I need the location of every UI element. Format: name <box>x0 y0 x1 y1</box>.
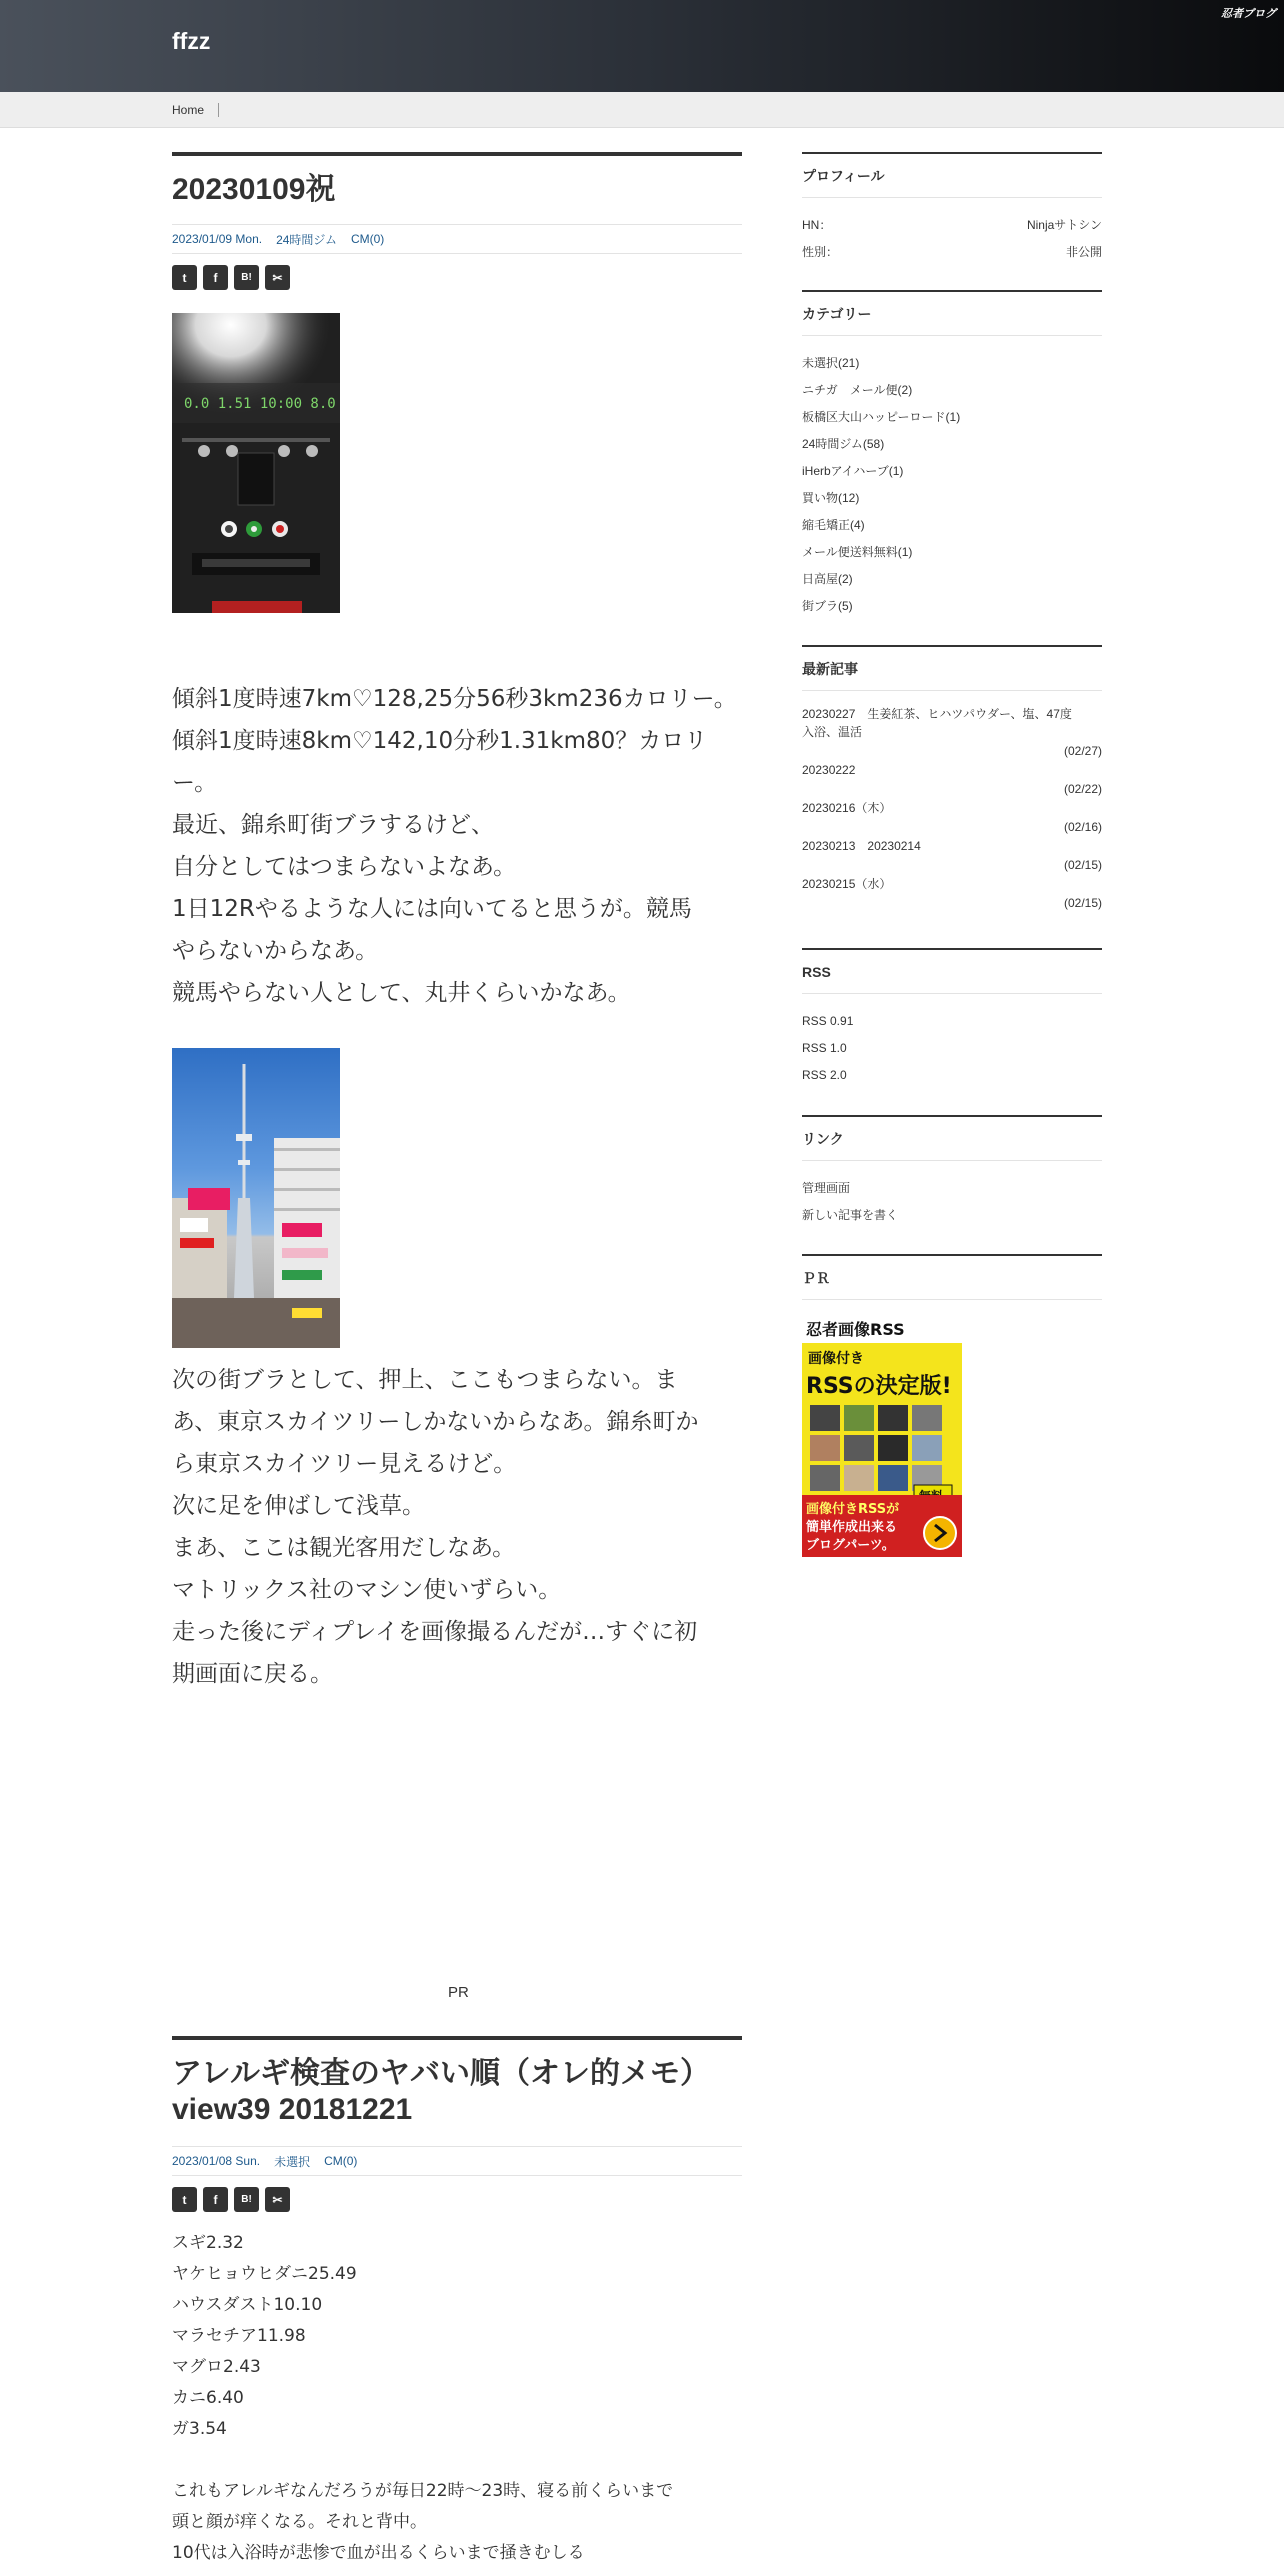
body-line: これもアレルギなんだろうが毎日22時～23時、寝る前くらいまで <box>172 2481 674 2501</box>
skytree-street-photo[interactable] <box>172 1048 340 1348</box>
post-comments[interactable]: CM(0) <box>324 2154 358 2168</box>
recent-title[interactable]: 20230216（木） <box>802 801 892 815</box>
body-line: ら東京スカイツリー見えるけど。 <box>172 1451 517 1477</box>
banner-sub: 画像付き <box>808 1351 864 1367</box>
recent-date: (02/22) <box>1063 782 1102 796</box>
rss-link[interactable]: RSS 1.0 <box>802 1041 847 1055</box>
post-category[interactable]: 未選択 <box>274 2154 311 2169</box>
rss-link[interactable]: RSS 0.91 <box>802 1014 854 1028</box>
post-2-body <box>172 2228 744 2568</box>
display-readout-text: 0.0 1.51 10:00 8.0 <box>184 396 336 412</box>
category-item[interactable]: メール便送料無料(1) <box>802 545 913 559</box>
social-buttons <box>172 265 742 290</box>
body-line: スギ2.32 <box>172 2233 244 2253</box>
body-line: まあ、ここは観光客用だしなあ。 <box>172 1535 516 1561</box>
body-line: 傾斜1度時速8km♡142,10分秒1.31km80？カロリ <box>172 728 708 754</box>
twitter-icon[interactable]: t <box>172 2187 197 2212</box>
twitter-icon[interactable]: t <box>172 265 197 290</box>
body-line: 10代は入浴時が悲惨で血が出るくらいまで掻きむしる <box>172 2543 585 2563</box>
profile-key: HN： <box>802 218 832 232</box>
category-item[interactable]: ニチガ メール便(2) <box>802 383 913 397</box>
pr-widget <box>802 1254 1102 1300</box>
recent-item[interactable] <box>802 705 1102 761</box>
post-2 <box>172 2036 742 2212</box>
body-line: 最近、錦糸町街ブラするけど、 <box>172 812 494 838</box>
category-item[interactable]: 未選択(21) <box>802 356 860 370</box>
rss-widget <box>802 948 1102 1089</box>
body-line: マラセチア11.98 <box>172 2326 306 2346</box>
recent-title[interactable]: 20230215（水） <box>802 877 892 891</box>
recent-posts-widget <box>802 645 1102 913</box>
pr-heading: ＰＲ <box>802 1256 1102 1300</box>
body-line: ハウスダスト10.10 <box>172 2295 323 2315</box>
banner-foot-1: 画像付きRSSが <box>806 1502 900 1517</box>
ninja-image-rss-banner[interactable] <box>802 1315 962 1557</box>
facebook-icon[interactable]: f <box>203 2187 228 2212</box>
body-line: 走った後にディプレイを画像撮るんだが…すぐに初 <box>172 1619 698 1645</box>
banner-foot-3: ブログパーツ。 <box>806 1538 895 1553</box>
body-line: やらないからなあ。 <box>172 938 379 964</box>
post-meta <box>172 224 742 254</box>
body-line: ガ3.54 <box>172 2419 227 2439</box>
admin-link[interactable]: 管理画面 <box>802 1181 851 1195</box>
pocket-icon[interactable]: ✂ <box>265 2187 290 2212</box>
post-date[interactable]: 2023/01/09 Mon. <box>172 232 263 246</box>
banner-main: RSSの決定版! <box>806 1374 952 1399</box>
pocket-icon[interactable]: ✂ <box>265 265 290 290</box>
links-heading: リンク <box>802 1117 1102 1161</box>
banner-foot-2: 簡単作成出来る <box>806 1520 898 1535</box>
body-line: ヤケヒョウヒダニ25.49 <box>172 2264 357 2284</box>
category-widget <box>802 290 1102 620</box>
recent-title-cont[interactable]: 入浴、温活 <box>802 725 863 739</box>
post-body-a <box>172 678 744 1014</box>
body-line: 次に足を伸ばして浅草。 <box>172 1493 425 1519</box>
facebook-icon[interactable]: f <box>203 265 228 290</box>
post-comments[interactable]: CM(0) <box>350 232 385 246</box>
body-line: マグロ2.43 <box>172 2357 261 2377</box>
recent-title[interactable]: 20230227 生姜紅茶、ヒハツパウダー、塩、47度 <box>802 707 1072 721</box>
hatena-bookmark-icon[interactable]: B! <box>234 265 259 290</box>
recent-item[interactable] <box>802 837 1102 875</box>
links-widget <box>802 1115 1102 1229</box>
banner-brand: 忍者画像RSS <box>806 1320 905 1339</box>
recent-date: (02/16) <box>1063 820 1102 834</box>
profile-row-hn <box>802 212 1102 239</box>
site-title-link[interactable]: ffzz <box>172 28 211 54</box>
nav-home-link[interactable]: Home <box>172 103 219 117</box>
profile-value: 非公開 <box>1065 245 1102 259</box>
pr-label: PR <box>448 1984 469 2001</box>
category-item[interactable]: 街ブラ(5) <box>802 599 853 613</box>
body-line: カニ6.40 <box>172 2388 244 2408</box>
body-spacer <box>172 2445 744 2476</box>
nav-bar <box>0 92 1284 128</box>
profile-key: 性別： <box>802 245 839 259</box>
body-line: ー。 <box>172 770 218 796</box>
post-1 <box>172 152 742 290</box>
profile-widget <box>802 152 1102 266</box>
body-line: 自分としてはつまらないよなあ。 <box>172 854 517 880</box>
category-item[interactable]: 縮毛矯正(4) <box>802 518 865 532</box>
body-line: 傾斜1度時速7km♡128,25分56秒3km236カロリー。 <box>172 686 737 712</box>
recent-date: (02/15) <box>1063 896 1102 910</box>
post-category[interactable]: 24時間ジム <box>276 232 337 247</box>
body-line: 競馬やらない人として、丸井くらいかなあ。 <box>172 980 631 1006</box>
new-post-link[interactable]: 新しい記事を書く <box>802 1208 899 1222</box>
post-title-line-1[interactable]: アレルギ検査のヤバい順（オレ的メモ） <box>172 2057 711 2090</box>
post-title[interactable]: 20230109祝 <box>172 173 336 206</box>
post-date[interactable]: 2023/01/08 Sun. <box>172 2154 261 2168</box>
category-item[interactable]: 日高屋(2) <box>802 572 853 586</box>
ninja-blog-logo[interactable]: 忍者ブログ <box>1221 7 1276 20</box>
category-item[interactable]: iHerbアイハーブ(1) <box>802 464 904 478</box>
hatena-bookmark-icon[interactable]: B! <box>234 2187 259 2212</box>
profile-value: Ninjaサトシン <box>1026 218 1102 232</box>
body-line: マトリックス社のマシン使いずらい。 <box>172 1577 562 1603</box>
treadmill-display-photo[interactable] <box>172 313 340 613</box>
recent-date: (02/27) <box>1063 744 1102 758</box>
recent-item[interactable] <box>802 799 1102 837</box>
post-meta <box>172 2146 742 2176</box>
post-title-line-2[interactable]: view39 20181221 <box>172 2093 413 2126</box>
recent-item[interactable] <box>802 875 1102 913</box>
body-line: 1日12Rやるような人には向いてると思うが。競馬 <box>172 896 692 922</box>
post-title-block[interactable] <box>172 2040 742 2146</box>
recent-title[interactable]: 20230222 <box>802 763 856 777</box>
social-buttons <box>172 2187 742 2212</box>
category-heading: カテゴリー <box>802 292 1102 336</box>
body-line: 期画面に戻る。 <box>172 1661 333 1687</box>
site-header <box>0 0 1284 92</box>
recent-heading: 最新記事 <box>802 647 1102 691</box>
body-line: 次の街ブラとして、押上、ここもつまらない。ま <box>172 1367 678 1393</box>
recent-date: (02/15) <box>1063 858 1102 872</box>
recent-item[interactable] <box>802 761 1102 799</box>
profile-row-gender <box>802 239 1102 266</box>
rss-link[interactable]: RSS 2.0 <box>802 1068 847 1082</box>
category-item[interactable]: 買い物(12) <box>802 491 860 505</box>
category-item[interactable]: 24時間ジム(58) <box>802 437 885 451</box>
profile-heading: プロフィール <box>802 154 1102 198</box>
rss-heading: RSS <box>802 950 1102 994</box>
post-body-b <box>172 1359 744 1695</box>
category-item[interactable]: 板橋区大山ハッピーロード(1) <box>802 410 961 424</box>
body-line: 頭と顔が痒くなる。それと背中。 <box>172 2512 427 2532</box>
recent-title[interactable]: 20230213 20230214 <box>802 839 921 853</box>
body-line: あ、東京スカイツリーしかないからなあ。錦糸町か <box>172 1409 699 1435</box>
